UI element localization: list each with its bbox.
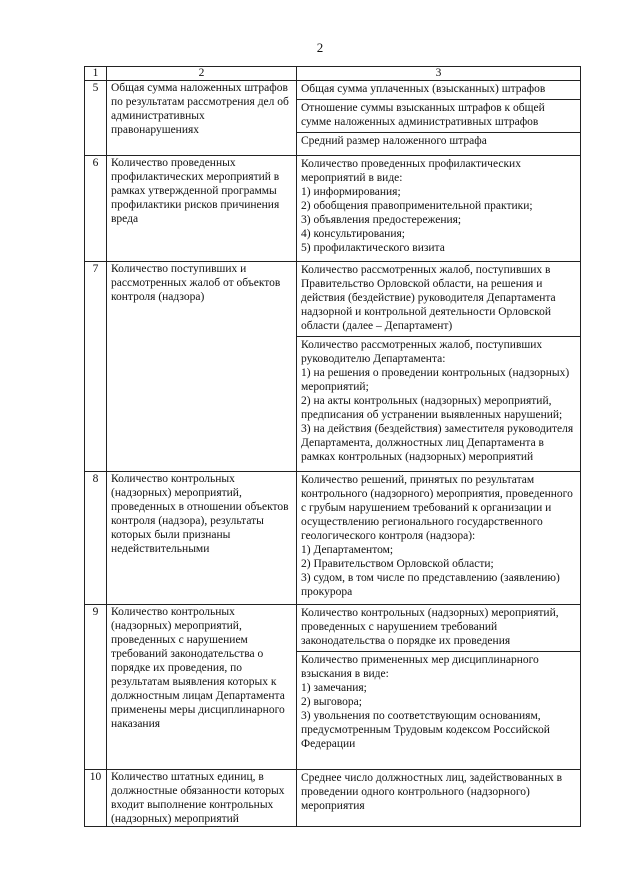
table-header-row — [85, 67, 581, 81]
details-cell — [297, 156, 581, 262]
detail-line: Среднее число должностных лиц, задействованных в проведении одного контрольного (надзорного) мероприятия — [301, 772, 563, 812]
detail-line: Количество рассмотренных жалоб, поступивших руководителю Департамента: — [301, 339, 543, 365]
details-cell — [297, 605, 581, 770]
table-row — [85, 605, 581, 770]
detail-line: 2) Правительством Орловской области; — [301, 558, 494, 570]
detail-line: 1) на решения о проведении контрольных (надзорных) мероприятий; — [301, 367, 570, 393]
details-cell — [297, 472, 581, 605]
detail-block — [301, 156, 576, 258]
header-cell: 3 — [297, 67, 581, 81]
detail-block — [297, 99, 580, 132]
table-row — [85, 81, 581, 156]
detail-line: Количество контрольных (надзорных) мероприятий, проведенных с нарушением требований законодательства о порядке их проведения — [301, 607, 559, 647]
indicator-cell: Общая сумма наложенных штрафов по результатам рассмотрения дел об административных правонарушениях — [107, 81, 297, 156]
row-number: 10 — [85, 770, 107, 827]
detail-block — [301, 605, 576, 651]
detail-line: 1) замечания; — [301, 682, 367, 694]
indicator-cell: Количество контрольных (надзорных) мероприятий, проведенных в отношении объектов контроля (надзора), результаты которых были признаны недействительными — [107, 472, 297, 605]
detail-line: Общая сумма уплаченных (взысканных) штрафов — [301, 83, 546, 95]
detail-line: 3) увольнения по соответствующим основаниям, предусмотренным Трудовым кодексом Российской Федерации — [301, 710, 550, 750]
page-number: 2 — [316, 40, 324, 55]
indicator-cell: Количество контрольных (надзорных) мероприятий, проведенных с нарушением требований законодательства о порядке их проведения, по результатам выявления которых к должностным лицам Департамента применены меры дисциплинарного наказания — [107, 605, 297, 770]
row-number: 7 — [85, 262, 107, 472]
indicator-cell: Количество проведенных профилактических мероприятий в рамках утвержденной программы профилактики рисков причинения вреда — [107, 156, 297, 262]
row-number: 9 — [85, 605, 107, 770]
detail-line: 3) судом, в том числе по представлению (заявлению) прокурора — [301, 572, 560, 598]
detail-line: 3) объявления предостережения; — [301, 214, 462, 226]
detail-line: 1) информирования; — [301, 186, 401, 198]
detail-block — [297, 132, 580, 151]
detail-line: 2) обобщения правоприменительной практики; — [301, 200, 533, 212]
detail-line: 4) консультирования; — [301, 228, 405, 240]
detail-block — [301, 81, 576, 99]
table-row — [85, 156, 581, 262]
detail-block — [301, 262, 576, 336]
details-cell — [297, 262, 581, 472]
detail-line: Количество рассмотренных жалоб, поступивших в Правительство Орловской области, на решения и действия (бездействие) руководителя Департамента надзорной и контрольной деятельности Орловской области (далее – Департамент) — [301, 264, 556, 332]
indicator-cell: Количество штатных единиц, в должностные обязанности которых входит выполнение контрольных (надзорных) мероприятий — [107, 770, 297, 827]
row-number: 5 — [85, 81, 107, 156]
table-row — [85, 472, 581, 605]
table-row — [85, 262, 581, 472]
indicators-table — [84, 66, 581, 827]
detail-block — [301, 472, 576, 602]
detail-line: Количество проведенных профилактических мероприятий в виде: — [301, 158, 521, 184]
detail-line: 2) на акты контрольных (надзорных) мероприятий, предписания об устранении выявленных нарушений; — [301, 395, 563, 421]
header-cell: 2 — [107, 67, 297, 81]
detail-block — [297, 651, 580, 754]
detail-line: 1) Департаментом; — [301, 544, 394, 556]
table-row — [85, 770, 581, 827]
details-cell — [297, 770, 581, 827]
row-number: 6 — [85, 156, 107, 262]
detail-line: 2) выговора; — [301, 696, 362, 708]
detail-line: Количество примененных мер дисциплинарного взыскания в виде: — [301, 654, 539, 680]
indicator-cell: Количество поступивших и рассмотренных жалоб от объектов контроля (надзора) — [107, 262, 297, 472]
detail-line: Отношение суммы взысканных штрафов к общей сумме наложенных административных штрафов — [301, 102, 545, 128]
detail-line: Средний размер наложенного штрафа — [301, 135, 487, 147]
details-cell — [297, 81, 581, 156]
header-cell: 1 — [85, 67, 107, 81]
detail-line: 5) профилактического визита — [301, 242, 445, 254]
detail-line: Количество решений, принятых по результатам контрольного (надзорного) мероприятия, проведенного с грубым нарушением требований к организации и осуществлению регионального государственного геологического контроля (надзора): — [301, 474, 573, 542]
detail-block — [297, 336, 580, 467]
detail-line: 3) на действия (бездействия) заместителя руководителя Департамента, должностных лиц Департамента в рамках контрольных (надзорных) мероприятий — [301, 423, 574, 463]
row-number: 8 — [85, 472, 107, 605]
detail-block — [301, 770, 576, 816]
